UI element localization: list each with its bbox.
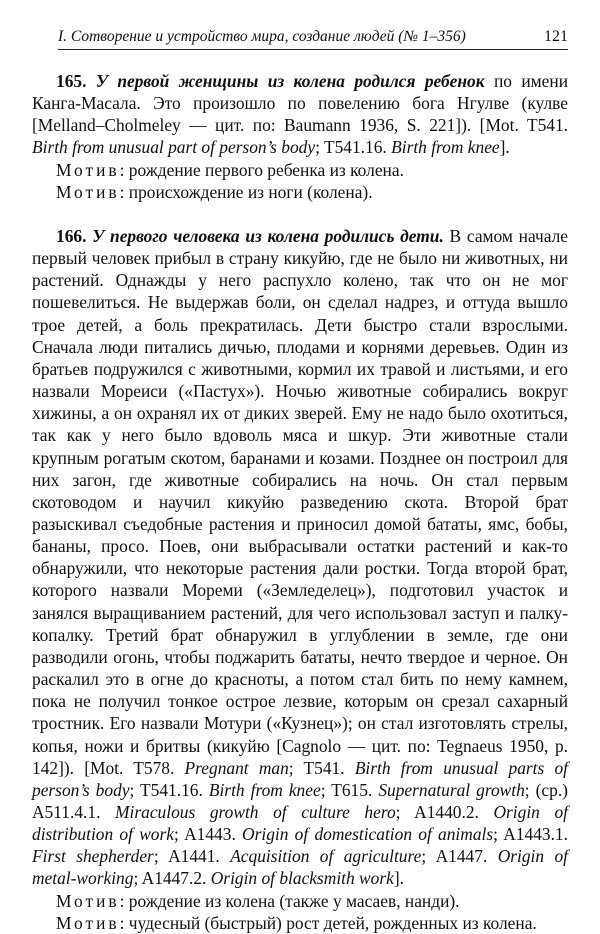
motif-code: ; (cp.) A511.4.1. [32, 779, 568, 822]
motif-code: ; A1447.2. [133, 868, 211, 889]
motif-line [32, 159, 568, 181]
motif-text: : рождение первого ребенка из колена. [119, 159, 404, 180]
entry-number: 166. [56, 225, 87, 246]
entry-165 [32, 70, 568, 159]
motif-reference: First shepherder [32, 846, 154, 867]
motif-reference: Birth from knee [391, 137, 500, 158]
motif-line [32, 181, 568, 203]
motif-code: ; A1440.2. [395, 802, 494, 822]
motif-text: : рождение из колена (также у масаев, нанди). [119, 890, 460, 911]
entry-text: ; T541.16. [315, 137, 392, 158]
entry-text: по имени Канга-Масала. Это произошло по повелению бога Нгулве (кулве [Melland–Cholmeley — цит. по: Baumann 1936, S. 221]). [Mot. T541. [32, 71, 568, 136]
motif-label: Мотив [56, 159, 120, 180]
motif-code: ; T541.16. [129, 779, 209, 800]
entry-166 [32, 225, 568, 890]
motif-label: Мотив [56, 181, 120, 202]
motif-code: ; A1447. [421, 846, 498, 867]
running-title: I. Сотворение и устройство мира, создание людей (№ 1–356) [58, 28, 466, 45]
motif-code: ; A1443. [173, 824, 243, 845]
entry-text: В самом начале первый человек прибыл в страну кикуйю, где не было ни животных, ни растений. Однажды у него распухло колено, так что он не мог пошевелиться. Не выдержав боли, он сделал надрез, и оттуда вышло трое детей, а боль прекратилась. Дети быстро стали взрослыми. Сначала люди питались дичью, плодами и корнями деревьев. Один из братьев подружился с животными, кормил их травой и листьями, и его назвали Мореиси («Пастух»). Ночью животные собирались вокруг хижины, а он охранял их от диких зверей. Ему не надо было охотиться, так как у него было вдоволь мяса и шкур. Эти животные стали крупным рогатым скотом, баранами и козами. Позднее он построил для них загон, где животные собирались на ночь. Он стал первым скотоводом и научил кикуйю разведению скота. Второй брат разыскивал съедобные растения и приносил домой бататы, ямс, бобы, бананы, просо. Поев, они выбрасывали остатки растений и как-то обнаружили, что некоторые растения дали ростки. Тогда второй брат, которого назвали Мореми («Земледелец»), подготовил участок и занялся выращиванием растений, для чего использовал заступ и палку-копалку. Третий брат обнаружил в углублении в земле, где они разводили огонь, чтобы поджарить бататы, нечто твердое и черное. Он раскалил это в огне до красноты, а потом стал бить по нему камнем, пока не получил тонкое острое лезвие, которым он срезал сахарный тростник. Его назвали Мотури («Кузнец»); он стал изготовлять стрелы, копья, ножи и бритвы (кикуйю [Cagnolo — цит. по: Tegnaeus 1950, p. 142]). [Mot. T578. [32, 225, 568, 778]
motif-reference: Birth from unusual part of person’s body [32, 137, 316, 158]
motif-reference: Supernatural growth [378, 779, 525, 800]
motif-reference: Origin of domestication of animals [242, 824, 494, 845]
motif-reference: Acquisition of agriculture [230, 846, 422, 867]
motif-line [32, 890, 568, 912]
entry-text: ]. [499, 137, 510, 158]
page-number: 121 [544, 28, 568, 45]
page-body [32, 70, 568, 934]
entry-text: ]. [393, 868, 404, 889]
entry-spacer [32, 203, 568, 225]
motif-code: ; T615. [320, 779, 379, 800]
entry-title: У первого человека из колена родились дети. [92, 225, 444, 246]
motif-code: ; T541. [288, 757, 355, 778]
motif-reference: Birth from knee [208, 779, 321, 800]
motif-reference: Origin of blacksmith work [210, 868, 394, 889]
motif-text: : чудесный (быстрый) рост детей, рожденных из колена. [119, 912, 537, 933]
motif-reference: Pregnant man [184, 757, 289, 778]
entry-title: У первой женщины из колена родился ребенок [95, 71, 485, 91]
motif-label: Мотив [56, 890, 120, 911]
motif-reference: Birth from unusual parts of person’s body [32, 757, 568, 800]
motif-reference: Origin of distribution of work [32, 802, 568, 845]
entry-number: 165. [56, 71, 87, 91]
motif-reference: Miraculous growth of culture hero [115, 802, 396, 822]
motif-code: ; A1441. [153, 846, 231, 867]
motif-text: : происхождение из ноги (колена). [119, 181, 373, 202]
motif-code: ; A1443.1. [493, 824, 568, 845]
motif-reference: Origin of metal-working [32, 846, 569, 889]
motif-label: Мотив [56, 912, 120, 933]
running-header [58, 28, 568, 50]
motif-line [32, 912, 568, 934]
